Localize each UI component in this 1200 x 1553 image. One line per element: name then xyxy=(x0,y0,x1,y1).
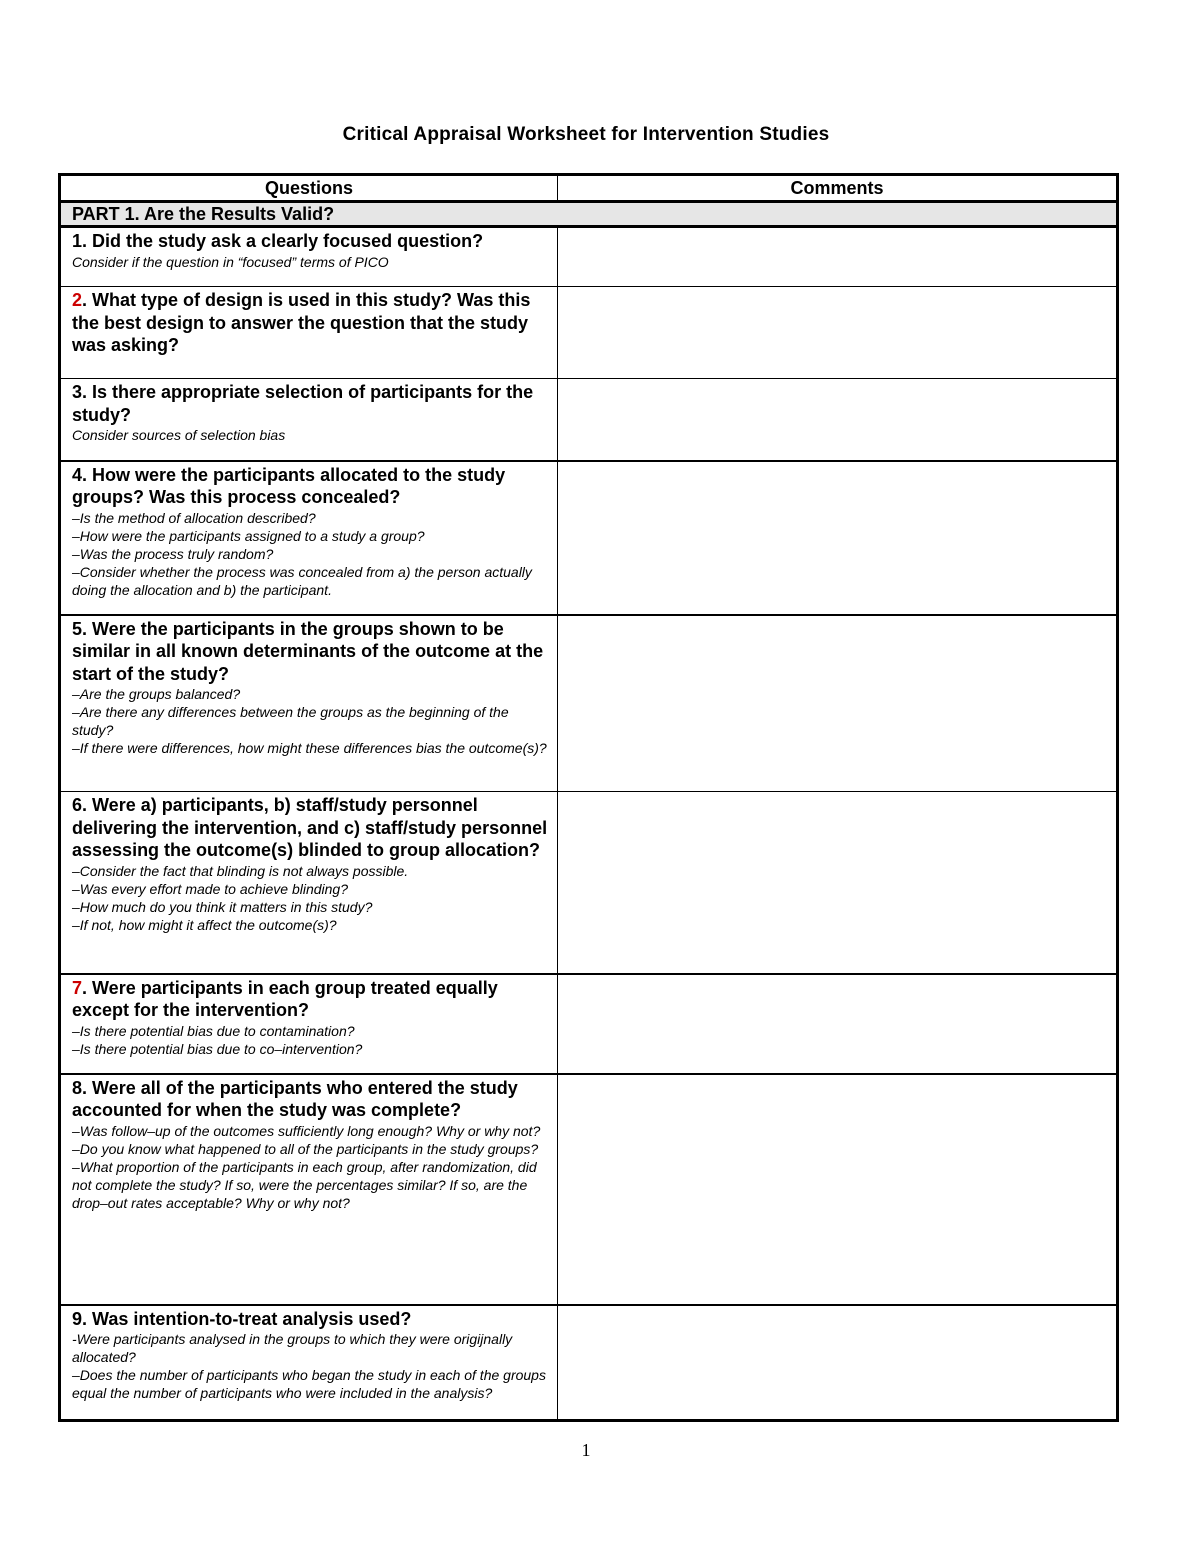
question-text: 7. Were participants in each group treated equally except for the intervention? xyxy=(72,977,498,1020)
question-hint: –Do you know what happened to all of the participants in the study groups? xyxy=(72,1140,539,1157)
question-hint: –Are there any differences between the groups as the beginning of the study? xyxy=(72,704,509,738)
comment-cell[interactable] xyxy=(558,792,1118,974)
comment-cell[interactable] xyxy=(558,287,1118,379)
question-hint: –Was the process truly random? xyxy=(72,545,274,562)
question-row-7 xyxy=(60,974,1118,1074)
question-row-2 xyxy=(60,287,1118,379)
comment-cell[interactable] xyxy=(558,615,1118,792)
question-hint: -Were participants analysed in the groups to which they were origijnally allocated? xyxy=(72,1331,513,1365)
question-hint: –Is there potential bias due to co–intervention? xyxy=(72,1040,363,1057)
question-text: 6. Were a) participants, b) staff/study personnel delivering the intervention, and c) staff/study personnel assessing the outcome(s) blinded to group allocation? xyxy=(72,795,548,860)
question-text: 5. Were the participants in the groups shown to be similar in all known determinants of the outcome at the start of the study? xyxy=(72,618,544,684)
question-hint: –If there were differences, how might these differences bias the outcome(s)? xyxy=(72,740,547,756)
question-text: 3. Is there appropriate selection of participants for the study? xyxy=(72,382,534,425)
question-text: 9. Was intention-to-treat analysis used? xyxy=(72,1308,412,1329)
question-cell xyxy=(60,227,558,287)
question-hint: –Does the number of participants who began the study in each of the groups equal the number of participants who were included in the analysis? xyxy=(72,1367,546,1401)
table-header-row xyxy=(60,175,1118,202)
question-hint: –Is there potential bias due to contamination? xyxy=(72,1022,355,1039)
questions-column-header: Questions xyxy=(60,175,558,202)
question-hint: Consider if the question in “focused” terms of PICO xyxy=(72,253,389,270)
part-1-label: PART 1. Are the Results Valid? xyxy=(60,202,1118,227)
question-row-5 xyxy=(60,615,1118,792)
question-hint: –Consider the fact that blinding is not always possible. xyxy=(72,862,409,879)
question-row-1 xyxy=(60,227,1118,287)
question-text: 4. How were the participants allocated to the study groups? Was this process concealed? xyxy=(72,464,506,507)
question-row-3 xyxy=(60,379,1118,461)
question-text: 2. What type of design is used in this study? Was this the best design to answer the question that the study was asking? xyxy=(72,290,531,355)
comments-column-header: Comments xyxy=(558,175,1118,202)
question-text: 8. Were all of the participants who entered the study accounted for when the study was complete? xyxy=(72,1077,518,1120)
question-cell xyxy=(60,792,558,974)
comment-cell[interactable] xyxy=(558,1074,1118,1305)
question-hint: –How much do you think it matters in this study? xyxy=(72,898,373,915)
question-hint: –If not, how might it affect the outcome(s)? xyxy=(72,916,337,933)
question-row-8 xyxy=(60,1074,1118,1305)
question-hint: –Was follow–up of the outcomes sufficiently long enough? Why or why not? xyxy=(72,1122,541,1139)
question-text: 1. Did the study ask a clearly focused question? xyxy=(72,231,484,251)
question-hint: –Was every effort made to achieve blinding? xyxy=(72,880,349,897)
question-row-9 xyxy=(60,1305,1118,1421)
comment-cell[interactable] xyxy=(558,461,1118,615)
question-cell xyxy=(60,1074,558,1305)
question-row-6 xyxy=(60,792,1118,974)
question-cell xyxy=(60,974,558,1074)
question-hint: –Is the method of allocation described? xyxy=(72,509,316,526)
question-cell xyxy=(60,287,558,379)
question-cell xyxy=(60,1305,558,1421)
question-hint: –Consider whether the process was concealed from a) the person actually doing the allocation and b) the participant. xyxy=(72,563,532,598)
question-hint: Consider sources of selection bias xyxy=(72,427,286,443)
appraisal-table xyxy=(58,173,1119,1422)
question-hint: –What proportion of the participants in each group, after randomization, did not complete the study? If so, were the percentages similar? If so, are the drop–out rates acceptable? Why or why not? xyxy=(72,1158,537,1211)
question-hint: –How were the participants assigned to a study a group? xyxy=(72,527,425,544)
comment-cell[interactable] xyxy=(558,227,1118,287)
question-cell xyxy=(60,461,558,615)
comment-cell[interactable] xyxy=(558,379,1118,461)
question-cell xyxy=(60,379,558,461)
page-number: 1 xyxy=(581,1440,591,1460)
part-1-row xyxy=(60,202,1118,227)
question-number: 7 xyxy=(72,977,83,998)
question-cell xyxy=(60,615,558,792)
document-title: Critical Appraisal Worksheet for Intervention Studies xyxy=(342,124,830,145)
comment-cell[interactable] xyxy=(558,1305,1118,1421)
comment-cell[interactable] xyxy=(558,974,1118,1074)
question-number: 2 xyxy=(72,290,83,310)
question-row-4 xyxy=(60,461,1118,615)
question-hint: –Are the groups balanced? xyxy=(72,686,241,702)
